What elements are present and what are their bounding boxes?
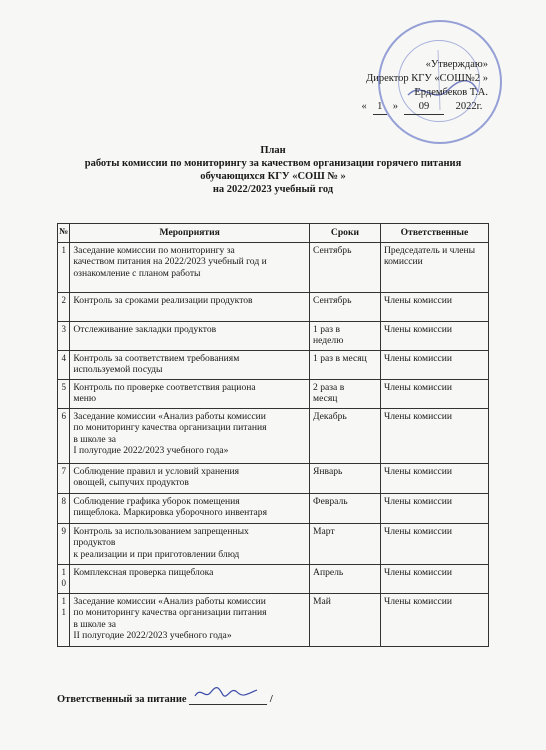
header-events: Мероприятия	[70, 224, 310, 243]
row-number: 1 0	[58, 564, 70, 593]
row-number: 1	[58, 242, 70, 292]
date-close-quote: »	[392, 101, 398, 112]
row-deadline: Апрель	[310, 564, 381, 593]
row-number: 3	[58, 321, 70, 350]
signature-line	[189, 690, 267, 705]
row-event: Соблюдение правил и условий хранения овощей, сыпучих продуктов	[70, 463, 310, 493]
row-deadline: Сентябрь	[310, 292, 381, 321]
date-year: 2022г.	[455, 101, 483, 112]
responsible-footer	[57, 690, 273, 705]
table-row	[58, 321, 489, 350]
row-responsible: Члены комиссии	[380, 292, 488, 321]
row-event: Контроль за использованием запрещенных продуктов к реализации и при приготовлении блюд	[70, 523, 310, 564]
table-row	[58, 242, 489, 292]
title-line-3: обучающихся КГУ «СОШ № »	[200, 171, 346, 182]
title-line-4: на 2022/2023 учебный год	[212, 184, 334, 195]
handwritten-signature-icon	[191, 680, 261, 704]
table-row	[58, 408, 489, 463]
approver-position: Директор КГУ «СОШ№2 »	[366, 73, 488, 84]
row-event: Комплексная проверка пищеблока	[70, 564, 310, 593]
title-line-2: работы комиссии по мониторингу за качеством организации горячего питания	[84, 158, 462, 169]
approval-block	[362, 58, 489, 115]
row-responsible: Члены комиссии	[380, 463, 488, 493]
footer-end: /	[269, 694, 273, 705]
row-deadline: 1 раз в месяц	[310, 350, 381, 379]
title-line-1: План	[260, 145, 286, 156]
row-deadline: Сентябрь	[310, 242, 381, 292]
row-responsible: Члены комиссии	[380, 379, 488, 408]
date-open-quote: «	[361, 101, 367, 112]
row-event: Заседание комиссии «Анализ работы комиссии по мониторингу качества организации питания в школе за I полугодие 2022/2023 учебного года»	[70, 408, 310, 463]
table-row	[58, 493, 489, 523]
table-row	[58, 593, 489, 646]
row-responsible: Члены комиссии	[380, 523, 488, 564]
row-deadline: Февраль	[310, 493, 381, 523]
table-row	[58, 564, 489, 593]
row-responsible: Члены комиссии	[380, 408, 488, 463]
row-responsible: Председатель и члены комиссии	[380, 242, 488, 292]
row-deadline: Май	[310, 593, 381, 646]
row-number: 8	[58, 493, 70, 523]
header-responsible: Ответственные	[380, 224, 488, 243]
row-event: Соблюдение графика уборок помещения пищеблока. Маркировка уборочного инвентаря	[70, 493, 310, 523]
row-number: 7	[58, 463, 70, 493]
header-deadlines: Сроки	[310, 224, 381, 243]
table-row	[58, 523, 489, 564]
row-event: Заседание комиссии по мониторингу за качеством питания на 2022/2023 учебный год и ознакомление с планом работы	[70, 242, 310, 292]
row-responsible: Члены комиссии	[380, 564, 488, 593]
row-event: Заседание комиссии «Анализ работы комиссии по мониторингу качества организации питания в школе за II полугодие 2022/2023 учебного года»	[70, 593, 310, 646]
row-responsible: Члены комиссии	[380, 493, 488, 523]
table-row	[58, 463, 489, 493]
approval-date	[362, 100, 489, 115]
row-responsible: Члены комиссии	[380, 350, 488, 379]
plan-table	[57, 223, 489, 647]
row-event: Контроль по проверке соответствия рациона меню	[70, 379, 310, 408]
approval-heading: «Утверждаю»	[425, 59, 488, 70]
document-title	[0, 144, 546, 196]
row-responsible: Члены комиссии	[380, 593, 488, 646]
row-number: 5	[58, 379, 70, 408]
row-number: 2	[58, 292, 70, 321]
table-row	[58, 379, 489, 408]
date-month: 09	[404, 100, 444, 115]
table-header-row	[58, 224, 489, 243]
row-deadline: 1 раз в неделю	[310, 321, 381, 350]
row-number: 9	[58, 523, 70, 564]
footer-label: Ответственный за питание	[57, 694, 187, 705]
row-deadline: Декабрь	[310, 408, 381, 463]
table-row	[58, 292, 489, 321]
row-deadline: 2 раза в месяц	[310, 379, 381, 408]
row-number: 6	[58, 408, 70, 463]
row-deadline: Март	[310, 523, 381, 564]
row-number: 4	[58, 350, 70, 379]
row-deadline: Январь	[310, 463, 381, 493]
row-responsible: Члены комиссии	[380, 321, 488, 350]
header-number: №	[58, 224, 70, 243]
row-number: 1 1	[58, 593, 70, 646]
row-event: Контроль за соответствием требованиям используемой посуды	[70, 350, 310, 379]
table-row	[58, 350, 489, 379]
row-event: Контроль за сроками реализации продуктов	[70, 292, 310, 321]
row-event: Отслеживание закладки продуктов	[70, 321, 310, 350]
date-day: 1	[373, 100, 387, 115]
approver-name: Ердембеков Т.А.	[414, 87, 488, 98]
